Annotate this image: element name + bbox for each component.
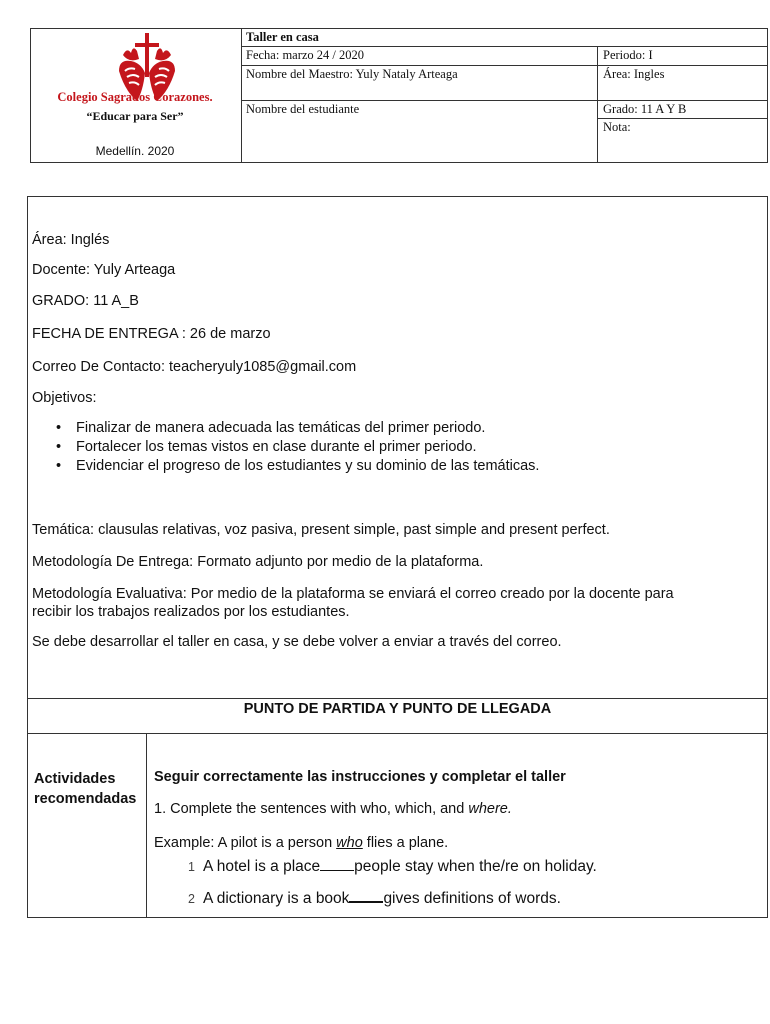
delivery-method-text: Metodología De Entrega: Formato adjunto por medio de la plataforma.	[32, 554, 484, 570]
info-area: Área: Inglés	[32, 232, 110, 248]
area-field: Área: Ingles	[603, 67, 665, 81]
activities-label: Actividades recomendadas	[34, 771, 137, 807]
school-name: Colegio Sagrados Corazones.	[57, 90, 213, 104]
divider	[28, 698, 767, 699]
answer-blank[interactable]	[349, 889, 383, 903]
exercise-item: 1 A hotel is a place people stay when the/re on holiday.	[188, 858, 597, 875]
instructions-text: Se debe desarrollar el taller en casa, y se debe volver a enviar a través del correo.	[32, 634, 562, 650]
info-due-date: FECHA DE ENTREGA : 26 de marzo	[32, 326, 271, 342]
header-table	[30, 28, 768, 163]
evaluation-text-line1: Metodología Evaluativa: Por medio de la plataforma se enviará el correo creado por la docente para	[32, 586, 674, 602]
student-name-field: Nombre del estudiante	[246, 102, 360, 116]
info-contact: Correo De Contacto: teacheryuly1085@gmail.com	[32, 359, 357, 375]
school-city-year: Medellín. 2020	[95, 144, 175, 158]
activities-title: Seguir correctamente las instrucciones y completar el taller	[154, 769, 566, 785]
column-divider	[146, 734, 147, 918]
grade-field: Grado: 11 A Y B	[603, 102, 687, 116]
info-grade: GRADO: 11 A_B	[32, 293, 139, 309]
topics-text: Temática: clausulas relativas, voz pasiva, present simple, past simple and present perfect.	[32, 522, 610, 538]
info-teacher: Docente: Yuly Arteaga	[32, 262, 176, 278]
objectives-label: Objetivos:	[32, 390, 97, 406]
exercise-example: Example: A pilot is a person who flies a plane.	[154, 835, 449, 851]
workshop-body	[27, 196, 768, 918]
answer-blank[interactable]	[320, 858, 354, 871]
workshop-title: Taller en casa	[246, 30, 319, 44]
section-title: PUNTO DE PARTIDA Y PUNTO DE LLEGADA	[243, 701, 552, 717]
exercise-intro: 1. Complete the sentences with who, which, and where.	[154, 801, 512, 817]
school-motto: “Educar para Ser”	[86, 109, 184, 123]
exercise-item: 2 A dictionary is a book gives definitions of words.	[188, 890, 561, 907]
teacher-name-field: Nombre del Maestro: Yuly Nataly Arteaga	[246, 67, 458, 81]
list-item: • Fortalecer los temas vistos en clase durante el primer periodo.	[50, 438, 539, 457]
evaluation-text-line2: recibir los trabajos realizados por los estudiantes.	[32, 604, 350, 620]
period-field: Periodo: I	[603, 48, 653, 62]
note-field: Nota:	[603, 120, 631, 134]
date-field: Fecha: marzo 24 / 2020	[246, 48, 365, 62]
list-item: • Evidenciar el progreso de los estudiantes y su dominio de las temáticas.	[50, 457, 539, 476]
school-cell	[31, 29, 242, 162]
list-item: • Finalizar de manera adecuada las temáticas del primer periodo.	[50, 419, 539, 438]
objectives-list	[50, 419, 539, 476]
divider	[28, 733, 767, 734]
